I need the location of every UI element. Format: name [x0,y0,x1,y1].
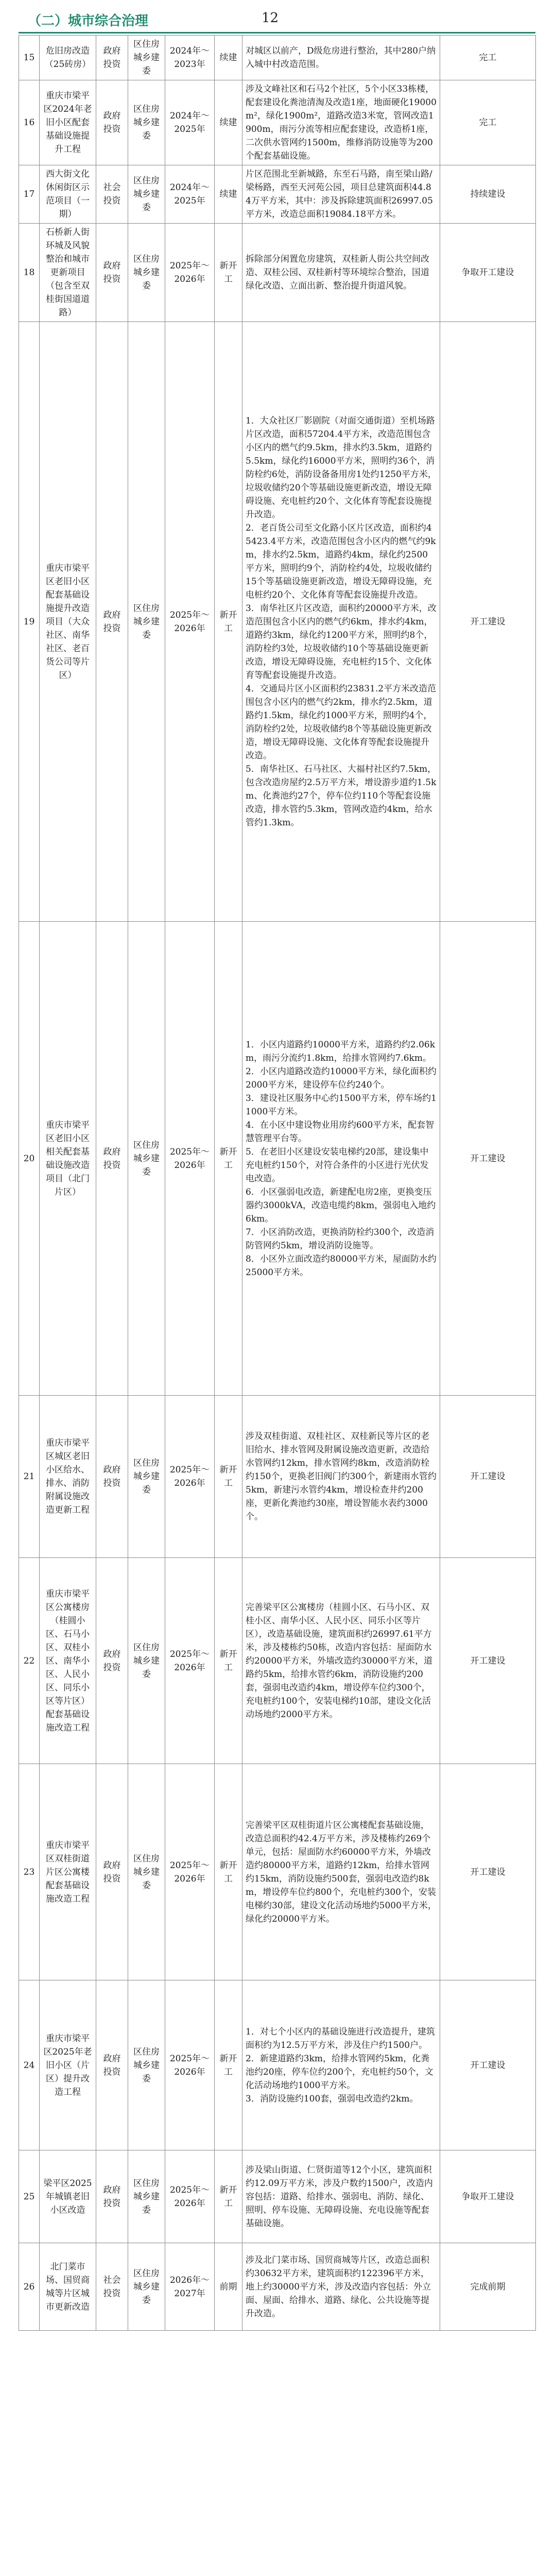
table-row [19,922,536,1396]
content-paragraph: 涉及双桂街道、双桂社区、双桂新民等片区的老旧给水、排水管网及附属设施改造更新，改造给水管网约12km，排水管网约8km，改造消防栓约150个，更换老旧阀门约300个，新建雨水管约5km，新建污水管约4km，增设检查井约200座，更新化粪池约30座，增设智能水表约3000个。 [246,1431,437,1522]
construction-period-cell: 2025年～2026年 [165,322,215,922]
construction-status-cell: 新开工 [215,1558,242,1764]
header-divider [19,32,535,33]
responsible-unit-cell: 区住房城乡建委 [128,1396,165,1558]
project-table [19,35,536,2331]
construction-period-cell: 2025年～2026年 [165,1980,215,2150]
construction-status-cell: 续建 [215,36,242,80]
construction-content-cell [242,1396,440,1558]
responsible-unit-cell: 区住房城乡建委 [128,1558,165,1764]
content-paragraph: 1．对七个小区内的基础设施进行改造提升，建筑面积约为12.5万平方米，涉及住户约1500户。 [246,2026,435,2050]
investment-type-cell: 政府投资 [96,322,128,922]
table-row [19,36,536,80]
content-paragraph: 完善梁平区双桂街道片区公寓楼配套基础设施，改造总面积约42.4万平方米，涉及楼栋约269个单元，包括：屋面防水约60000平方米，外墙改造约80000平方米，道路约12km，给排水管网约15km，消防设施约500套，强弱电改造约8km，增设停车位约800个，充电桩约300个，安装电梯约30部，建设文化活动场地约5000平方米，绿化约20000平方米。 [246,1820,437,1924]
project-name-cell: 重庆市梁平区城区老旧小区给水、排水、消防附属设施改造更新工程 [40,1396,96,1558]
content-paragraph: 涉及北门菜市场、国贸商城等片区，改造总面积约30632平方米，建筑面积约122396平方米，地上约30000平方米，涉及改造内容包括：外立面、屋面、给排水、道路、绿化、公共设施等提升改造。 [246,2255,431,2319]
construction-period-cell: 2025年～2026年 [165,1396,215,1558]
responsible-unit-cell: 区住房城乡建委 [128,1980,165,2150]
investment-type-cell: 政府投资 [96,80,128,165]
table-row [19,224,536,322]
table-row [19,2243,536,2331]
annual-target-cell: 持续建设 [440,165,536,224]
annual-target-cell: 开工建设 [440,322,536,922]
content-paragraph: 拆除部分闲置危房建筑，双桂新人街公共空间改造、双桂公园、双桂新村等环境综合整治，国道绿化改造、立面出新、整治提升街道风貌。 [246,254,429,291]
content-paragraph: 6．小区强弱电改造，新建配电房2座，更换变压器约3000kVA，改造电缆约8km，强弱电入地约6km。 [246,1187,436,1224]
row-number-cell: 23 [19,1764,40,1980]
row-number-cell: 24 [19,1980,40,2150]
construction-period-cell: 2025年～2026年 [165,922,215,1396]
construction-content-cell [242,224,440,322]
project-name-cell: 重庆市梁平区双桂街道片区公寓楼配套基础设施改造工程 [40,1764,96,1980]
construction-content-cell [242,1558,440,1764]
investment-type-cell: 政府投资 [96,36,128,80]
construction-status-cell: 新开工 [215,322,242,922]
construction-status-cell: 新开工 [215,1980,242,2150]
construction-content-cell [242,36,440,80]
construction-status-cell: 续建 [215,80,242,165]
table-row [19,1764,536,1980]
construction-period-cell: 2024年～2025年 [165,80,215,165]
document-page [19,6,535,2331]
content-paragraph: 涉及文峰社区和石马2个社区，5个小区33栋楼，配套建设化粪池清淘及改造1座，地面硬化19000m²，绿化1900m²，道路改造3米宽，管网改造1900m，雨污分流等相应配套建设，改造桥1座，二次供水管网约1500m，维修消防设施等为200个配套基础设施。 [246,84,437,161]
table-row [19,1558,536,1764]
project-name-cell: 重庆市梁平区2024年老旧小区配套基础设施提升工程 [40,80,96,165]
construction-status-cell: 新开工 [215,224,242,322]
content-paragraph: 2．老百货公司至文化路小区片区改造，面积约45423.4平方米，改造范围包含小区内的燃气约9km，排水约2.5km，道路约4km，绿化约2500平方米，照明约9个，消防栓约4处，垃圾收储约15个等基础设施更新改造，增设无障碍设施，充电桩约20个、文化体育等配套设施提升改造。 [246,522,436,600]
construction-period-cell: 2025年～2026年 [165,2150,215,2243]
project-name-cell: 石桥新人街环城及风貌整治和城市更新项目（包含至双桂街国道道路） [40,224,96,322]
investment-type-cell: 政府投资 [96,224,128,322]
construction-content-cell [242,80,440,165]
row-number-cell: 20 [19,922,40,1396]
project-table-body [19,36,536,2331]
project-name-cell: 重庆市梁平区公寓楼房（桂圆小区、石马小区、双桂小区、南华小区、人民小区、同乐小区等片区）配套基础设施改造工程 [40,1558,96,1764]
row-number-cell: 15 [19,36,40,80]
content-paragraph: 2．小区内道路改造约10000平方米，绿化面积约2000平方米，建设停车位约240个。 [246,1066,437,1090]
row-number-cell: 16 [19,80,40,165]
investment-type-cell: 政府投资 [96,1980,128,2150]
responsible-unit-cell: 区住房城乡建委 [128,322,165,922]
row-number-cell: 17 [19,165,40,224]
annual-target-cell: 争取开工建设 [440,224,536,322]
construction-content-cell [242,2243,440,2331]
construction-status-cell: 新开工 [215,1396,242,1558]
page-number: 12 [262,10,279,26]
construction-status-cell: 前期 [215,2243,242,2331]
annual-target-cell: 争取开工建设 [440,2150,536,2243]
construction-period-cell: 2024年～2025年 [165,165,215,224]
annual-target-cell: 开工建设 [440,1396,536,1558]
content-paragraph: 1．大众社区厂影剧院（对面交通街道）至机场路片区改造，面积57204.4平方米，改造范围包含小区内的燃气约9.5km，排水约3.5km，道路约5.5km，绿化约16000平方米，照明约36个，消防栓约6处，消防设备备用房1处约1250平方米，垃圾收储约20个等基础设施更新改造，增设无障碍设施、充电桩约20个、文化体育等配套设施提升改造。 [246,415,437,520]
construction-status-cell: 新开工 [215,1764,242,1980]
construction-content-cell [242,922,440,1396]
project-name-cell: 重庆市梁平区2025年老旧小区（片区）提升改造工程 [40,1980,96,2150]
content-paragraph: 对城区以前产，D级危房进行整治，其中280户纳入城中村改造范围。 [246,46,436,70]
project-name-cell: 重庆市梁平区老旧小区相关配套基础设施改造项目（北门片区） [40,922,96,1396]
construction-period-cell: 2024年～2023年 [165,36,215,80]
investment-type-cell: 政府投资 [96,1764,128,1980]
project-name-cell: 北门菜市场、国贸商城等片区城市更新改造 [40,2243,96,2331]
construction-period-cell: 2025年～2026年 [165,1764,215,1980]
responsible-unit-cell: 区住房城乡建委 [128,1764,165,1980]
investment-type-cell: 社会投资 [96,165,128,224]
content-paragraph: 5．在老旧小区建设安装电梯约20部，建设集中充电桩约150个，对符合条件的小区进行光伏发电改造。 [246,1146,429,1184]
project-name-cell: 梁平区2025年城镇老旧小区改造 [40,2150,96,2243]
table-row [19,80,536,165]
section-title: （二）城市综合治理 [28,13,149,29]
construction-content-cell [242,322,440,922]
construction-status-cell: 新开工 [215,2150,242,2243]
row-number-cell: 22 [19,1558,40,1764]
row-number-cell: 26 [19,2243,40,2331]
content-paragraph: 片区范围北至新城路，东至石马路，南至梁山路/梁杨路，西至天河苑公园，项目总建筑面积44.84万平方米，其中：涉及拆除建筑面积26997.05平方米，改造总面积19084.18平方米。 [246,169,433,219]
table-row [19,165,536,224]
content-paragraph: 5．南华社区、石马社区、大福村社区约7.5km，包含改造房屋约2.5万平方米，增设游步道约1.5km、化粪池约27个，停车位约110个等配套设施改造，排水管约5.3km，管网改造约4km，给水管约1.3km。 [246,764,437,828]
annual-target-cell: 完成前期 [440,2243,536,2331]
responsible-unit-cell: 区住房城乡建委 [128,165,165,224]
project-name-cell: 重庆市梁平区老旧小区配套基础设施提升改造项目（大众社区、南华社区、老百货公司等片区） [40,322,96,922]
investment-type-cell: 政府投资 [96,922,128,1396]
construction-status-cell: 新开工 [215,922,242,1396]
table-row [19,2150,536,2243]
project-name-cell: 危旧房改造（25砖房） [40,36,96,80]
row-number-cell: 25 [19,2150,40,2243]
investment-type-cell: 社会投资 [96,2243,128,2331]
annual-target-cell: 开工建设 [440,1558,536,1764]
construction-period-cell: 2025年～2026年 [165,1558,215,1764]
responsible-unit-cell: 区住房城乡建委 [128,2243,165,2331]
content-paragraph: 完善梁平区公寓楼房（桂圆小区、石马小区、双桂小区、南华小区、人民小区、同乐小区等片区），改造基础设施，建筑面积约26997.61平方米，涉及楼栋约50栋，改造内容包括：屋面防水约20000平方米，外墙改造约30000平方米，道路约5km，给排水管约6km，消防设施约200套，强弱电改造约4km，增设停车位约300个，充电桩约100个，安装电梯约10部，建设文化活动场地约2000平方米。 [246,1602,433,1720]
content-paragraph: 3．建设社区服务中心约1500平方米，停车场约11000平方米。 [246,1093,437,1117]
responsible-unit-cell: 区住房城乡建委 [128,922,165,1396]
project-name-cell: 西大街文化休闲街区示范项目（一期） [40,165,96,224]
responsible-unit-cell: 区住房城乡建委 [128,2150,165,2243]
table-row [19,322,536,922]
page-header [19,6,535,35]
table-row [19,1980,536,2150]
responsible-unit-cell: 区住房城乡建委 [128,36,165,80]
construction-content-cell [242,2150,440,2243]
content-paragraph: 1．小区内道路约10000平方米，道路约约2.06km，雨污分流约1.8km，给排水管网约7.6km。 [246,1039,436,1063]
investment-type-cell: 政府投资 [96,1396,128,1558]
annual-target-cell: 开工建设 [440,922,536,1396]
content-paragraph: 7．小区消防改造，更换消防栓约300个，改造消防管网约5km，增设消防设施等。 [246,1227,435,1251]
row-number-cell: 18 [19,224,40,322]
row-number-cell: 21 [19,1396,40,1558]
content-paragraph: 3．南华社区片区改造，面积约20000平方米，改造范围包含小区内的燃气约6km，排水约4km，道路约3km，绿化约1200平方米，照明约8个，消防栓约3处，垃圾收储约10个等基础设施更新改造，增设无障碍设施，充电桩约15个、文化体育等配套设施提升改造。 [246,603,437,681]
content-paragraph: 3．消防设施约100套，强弱电改造约2km。 [246,2093,419,2104]
construction-period-cell: 2026年～2027年 [165,2243,215,2331]
annual-target-cell: 完工 [440,80,536,165]
content-paragraph: 涉及梁山街道、仁贤街道等12个小区，建筑面积约12.09万平方米，涉及户数约1500户，改造内容包括：道路、给排水、强弱电、消防、绿化、照明、停车设施、无障碍设施、充电设施等配套基础设施。 [246,2164,433,2229]
investment-type-cell: 政府投资 [96,2150,128,2243]
content-paragraph: 4．交通局片区小区面积约23831.2平方米改造范围包含小区内的燃气约2km，排水约2.5km，道路约1.5km，绿化约1000平方米，照明约4个，消防栓约2处，垃圾收储约8个等基础设施更新改造，增设无障碍设施、文化体育等配套设施提升改造。 [246,683,437,761]
investment-type-cell: 政府投资 [96,1558,128,1764]
construction-content-cell [242,1764,440,1980]
construction-content-cell [242,1980,440,2150]
content-paragraph: 4．在小区中建设物业用房约600平方米，配套智慧管理平台等。 [246,1120,435,1144]
annual-target-cell: 开工建设 [440,1764,536,1980]
construction-status-cell: 续建 [215,165,242,224]
content-paragraph: 2．新建道路约3km，给排水管网约5km，化粪池约20座，停车位约200个，充电桩约50个，文化活动场地约1000平方米。 [246,2053,433,2091]
construction-content-cell [242,165,440,224]
table-row [19,1396,536,1558]
responsible-unit-cell: 区住房城乡建委 [128,224,165,322]
content-paragraph: 8．小区外立面改造约80000平方米，屋面防水约25000平方米。 [246,1253,437,1278]
annual-target-cell: 开工建设 [440,1980,536,2150]
responsible-unit-cell: 区住房城乡建委 [128,80,165,165]
construction-period-cell: 2025年～2026年 [165,224,215,322]
row-number-cell: 19 [19,322,40,922]
annual-target-cell: 完工 [440,36,536,80]
